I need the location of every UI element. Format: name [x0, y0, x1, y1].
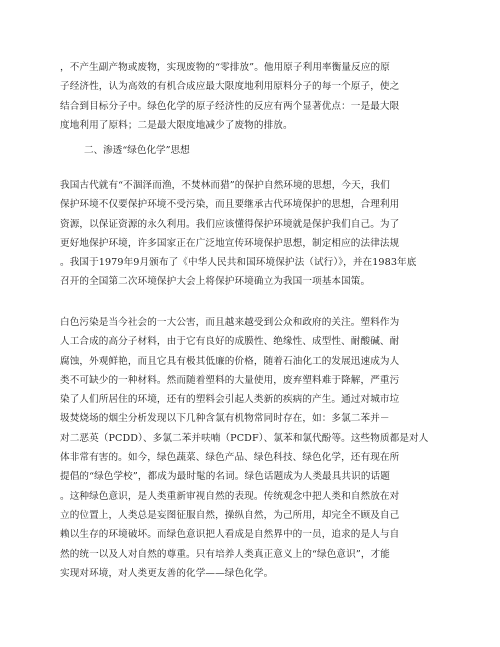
text-line: 圾焚烧场的烟尘分析发现以下几种含氯有机物常同时存在，如：多氯二苯并－	[60, 413, 390, 425]
text-line: 提倡的“绿色学校”，都成为最时髦的名词。绿色话题成为人类最具共识的话题	[60, 471, 390, 483]
text-line: 实现对环境，对人类更友善的化学——绿色化学。	[60, 567, 274, 579]
text-line: 体非常有害的。如今，绿色蔬菜、绿色产品、绿色科技、绿色化学，还有现在所	[60, 452, 400, 464]
text-line: 白色污染是当今社会的一大公害，而且越来越受到公众和政府的关注。塑料作为	[60, 317, 400, 328]
text-line: 类不可缺少的一种材料。然而随着塑料的大量使用，废弃塑料难于降解，严重污	[60, 374, 400, 386]
text-line: 我国古代就有“不涸泽而渔，不焚林而猎”的保护自然环境的思想，今天，我们	[60, 180, 390, 191]
text-line: 然的统一以及人对自然的尊重。只有培养人类真正意义上的“绿色意识”，才能	[60, 548, 390, 560]
section-heading: 二、渗透“绿色化学”思想	[84, 145, 190, 156]
text-line: 染了人们所居住的环境，还有的塑料会引起人类新的疾病的产生。通过对城市垃	[60, 394, 400, 406]
text-line: 对二恶英（PCDD）、多氯二苯并呋喃（PCDF）、氯苯和氯代酚等。这些物质都是对人	[60, 432, 429, 444]
text-line: 。我国于1979年9月颁布了《中华人民共和国环境保护法（试行）》，并在1983年底	[60, 257, 417, 269]
text-line: 结合到目标分子中。绿色化学的原子经济性的反应有两个显著优点：一是最大限	[60, 100, 400, 112]
text-line: 保护环境不仅要保护环境不受污染，而且要继承古代环境保护的思想，合理利用	[60, 199, 400, 211]
text-line: 资源，以保证资源的永久利用。我们应该懂得保护环境就是保护我们自己。为了	[60, 218, 400, 230]
text-line: 。这种绿色意识，是人类重新审视自然的表现。传统观念中把人类和自然放在对	[60, 490, 400, 502]
paragraph-white-pollution	[60, 313, 444, 583]
paragraph-ancient-thought	[60, 176, 444, 292]
text-line: 赖以生存的环境破坏。而绿色意识把人看成是自然界中的一员，追求的是人与自	[60, 529, 400, 541]
text-line: 立的位置上，人类总是妄图征服自然，操纵自然，为己所用，却完全不顾及自己	[60, 509, 400, 521]
text-line: 度地利用了原料；二是最大限度地减少了废物的排放。	[60, 119, 293, 131]
text-line: 腐蚀，外观鲜艳，而且它具有极其低廉的价格，随着石油化工的发展迅速成为人	[60, 355, 400, 367]
intro-paragraph	[60, 58, 444, 135]
text-line: 人工合成的高分子材料，由于它有良好的成膜性、绝缘性、成型性、耐酸碱、耐	[60, 336, 400, 348]
text-line: 召开的全国第二次环境保护大会上将保护环境确立为我国一项基本国策。	[60, 276, 371, 288]
text-line: ，不产生副产物或废物，实现废物的“零排放”。他用原子利用率衡量反应的原	[60, 62, 390, 73]
text-line: 更好地保护环境，许多国家正在广泛地宣传环境保护思想，制定相应的法律法规	[60, 237, 400, 249]
text-line: 子经济性，认为高效的有机合成应最大限度地利用原料分子的每一个原子，使之	[60, 81, 400, 93]
